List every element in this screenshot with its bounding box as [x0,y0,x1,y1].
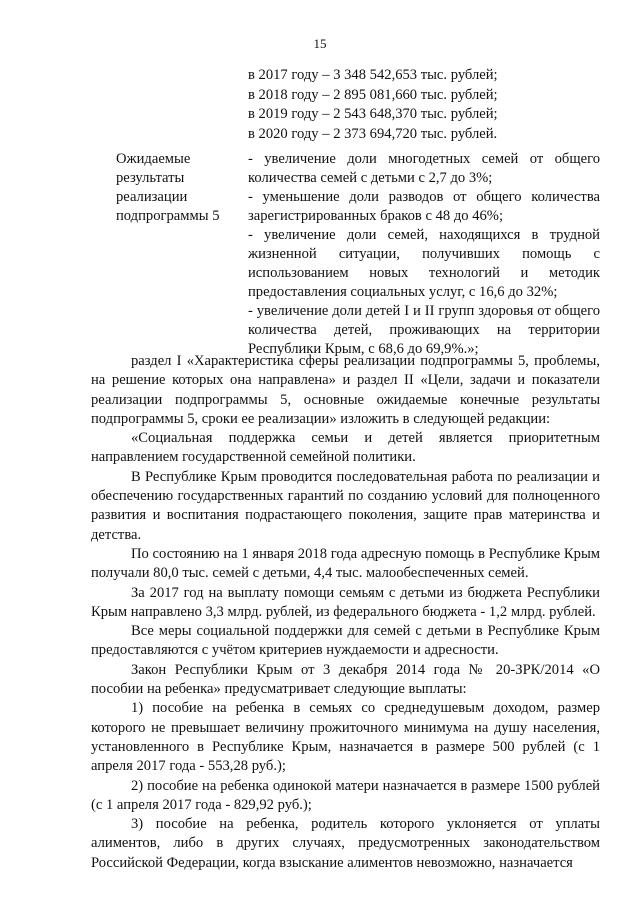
document-body [91,352,600,873]
paragraph-list-item: 2) пособие на ребенка одинокой матери назначается в размере 1500 рублей (с 1 апреля 2017 года - 829,92 руб.); [91,777,600,813]
paragraph: По состоянию на 1 января 2018 года адресную помощь в Республике Крым получали 80,0 тыс. семей с детьми, 4,4 тыс. малообеспеченных семей. [91,545,600,582]
paragraph-amendment: раздел I «Характеристика сферы реализации подпрограммы 5, проблемы, на решение которых она направлена» и раздел II «Цели, задачи и показатели реализации подпрограммы 5, основные ожидаемые конечные результаты подпрограммы 5, сроки ее реализации» изложить в следующей редакции: [91,353,600,427]
expected-results-label [116,150,236,226]
paragraph-list-item: 1) пособие на ребенка в семьях со среднедушевым доходом, размер которого не превышает величину прожиточного минимума на душу населения, установленного в Республике Крым, назначается в размере 500 рублей (с 1 апреля 2017 года - 553,28 руб.); [91,700,600,775]
label-line: результаты [116,170,185,186]
paragraph: Все меры социальной поддержки для семей с детьми в Республике Крым предоставляются с учётом критериев нуждаемости и адресности. [91,623,600,659]
paragraph: В Республике Крым проводится последовательная работа по реализации и обеспечению государственных гарантий по созданию условий для полноценного развития и воспитания подрастающего поколения, защите прав материнства и детства. [91,468,600,543]
paragraph: «Социальная поддержка семьи и детей является приоритетным направлением государственной семейной политики. [91,430,600,466]
label-line: подпрограммы 5 [116,208,220,224]
funding-year-2020: в 2020 году – 2 373 694,720 тыс. рублей. [248,125,498,142]
page-number: 15 [313,36,327,51]
expected-results-list [248,150,600,359]
expected-result-item: - уменьшение доли разводов от общего количества зарегистрированных браков с 48 до 46%; [248,189,600,224]
expected-result-item: - увеличение доли многодетных семей от общего количества семей с детьми с 2,7 до 3%; [248,151,600,186]
funding-year-2018: в 2018 году – 2 895 081,660 тыс. рублей; [248,86,498,103]
paragraph: За 2017 год на выплату помощи семьям с детьми из бюджета Республики Крым направлено 3,3 млрд. рублей, из федерального бюджета - 1,2 млрд. рублей. [91,584,600,620]
funding-year-2019: в 2019 году – 2 543 648,370 тыс. рублей; [248,106,498,122]
expected-result-item: - увеличение доли детей I и II групп здоровья от общего количества детей, проживающих на территории Республики Крым, с 68,6 до 69,9%.»; [248,303,600,357]
funding-year-2017: в 2017 году – 3 348 542,653 тыс. рублей; [248,67,498,83]
label-line: Ожидаемые [116,151,191,167]
paragraph: Закон Республики Крым от 3 декабря 2014 года № 20-ЗРК/2014 «О пособии на ребенка» предусматривает следующие выплаты: [91,661,600,698]
paragraph-list-item: 3) пособие на ребенка, родитель которого уклоняется от уплаты алиментов, либо в других случаях, предусмотренных законодательством Российской Федерации, когда взыскание алиментов невозможно, назначается [91,816,600,871]
label-line: реализации [116,189,188,205]
funding-by-year-list [248,66,498,144]
expected-result-item: - увеличение доли семей, находящихся в трудной жизненной ситуации, получивших помощь с использованием новых технологий и методик предоставления социальных услуг, с 16,6 до 32%; [248,227,600,300]
